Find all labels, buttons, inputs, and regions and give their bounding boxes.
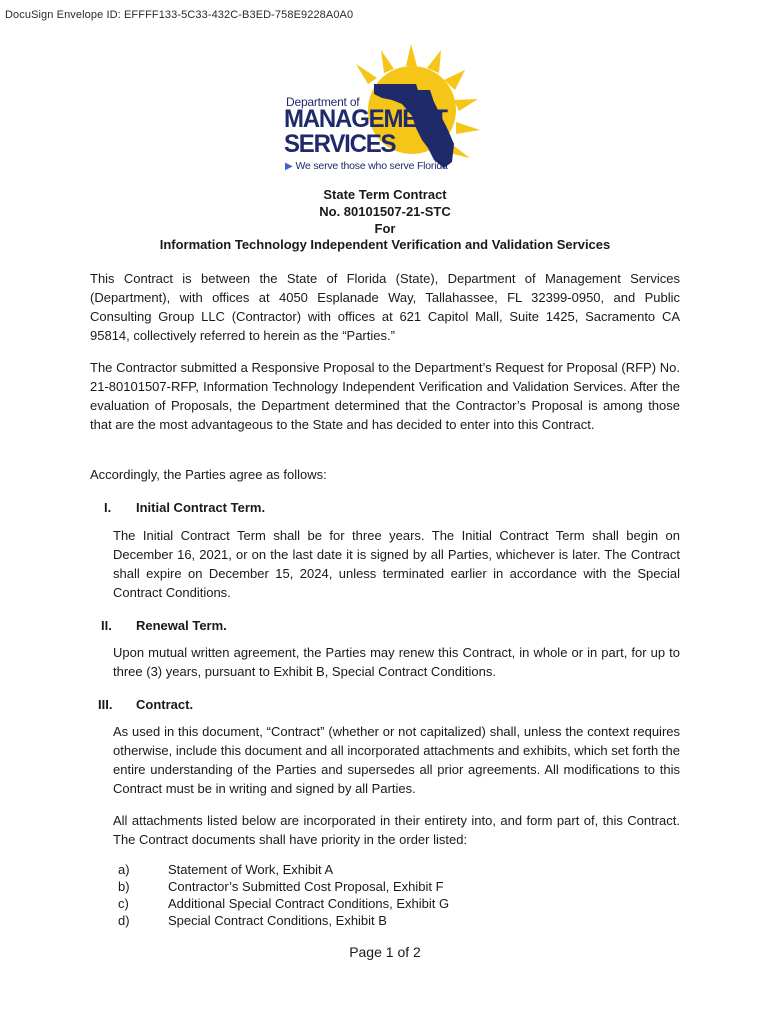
list-marker: a) bbox=[118, 862, 130, 877]
proposal-paragraph: The Contractor submitted a Responsive Proposal to the Department’s Request for Proposal (RFP) No. 21-80101507-RFP, Information Technology Independent Verification and Validation Services. After the evaluation of Proposals, the Department determined that the Contractor’s Proposal is among those that are the most advantageous to the State and has decided to enter into this Contract. bbox=[90, 360, 680, 432]
list-item bbox=[118, 912, 449, 929]
title-line-2: No. 80101507-21-STC bbox=[319, 203, 451, 219]
title-line-3: For bbox=[374, 220, 396, 236]
section-text: Upon mutual written agreement, the Parties may renew this Contract, in whole or in part, for up to three (3) years, pursuant to Exhibit B, Special Contract Conditions. bbox=[113, 645, 680, 679]
tagline-text: We serve those who serve Florida bbox=[295, 160, 448, 172]
list-marker: b) bbox=[118, 879, 130, 894]
docusign-envelope-id: DocuSign Envelope ID: EFFFF133-5C33-432C-B3ED-758E9228A0A0 bbox=[5, 9, 354, 21]
agreement-paragraph: Accordingly, the Parties agree as follows: bbox=[90, 467, 327, 482]
title-line-1: State Term Contract bbox=[323, 187, 447, 202]
list-item-label: Contractor’s Submitted Cost Proposal, Exhibit F bbox=[168, 879, 444, 894]
section-text: The Initial Contract Term shall be for three years. The Initial Contract Term shall begin on December 16, 2021, or on the last date it is signed by all Parties, whichever is later. The Contract shall expire on December 15, 2024, unless terminated earlier in accordance with the Special Contract Conditions. bbox=[113, 528, 680, 600]
attachment-list bbox=[118, 861, 449, 929]
list-item-label: Additional Special Contract Conditions, Exhibit G bbox=[168, 896, 450, 911]
section-heading: Contract. bbox=[136, 697, 194, 712]
contract-title bbox=[0, 187, 770, 254]
list-item-label: Statement of Work, Exhibit A bbox=[168, 862, 334, 877]
section-number: III. bbox=[98, 697, 113, 712]
section-heading: Renewal Term. bbox=[136, 618, 227, 633]
list-item-label: Special Contract Conditions, Exhibit B bbox=[168, 913, 387, 928]
section-heading: Initial Contract Term. bbox=[136, 500, 266, 515]
logo-services-text: SERVICES bbox=[284, 129, 396, 159]
section-text: As used in this document, “Contract” (whether or not capitalized) shall, unless the context requires otherwise, include this document and all incorporated attachments and exhibits, which set forth the entire understanding of the Parties and supersedes all prior agreements. All modifications to this Contract must be in writing and signed by all Parties. bbox=[113, 724, 680, 796]
list-marker: d) bbox=[118, 913, 130, 928]
list-item bbox=[118, 861, 449, 878]
page-number: Page 1 of 2 bbox=[349, 944, 421, 960]
logo-tagline bbox=[285, 160, 448, 172]
logo-management-text: MANAGEMENT bbox=[284, 104, 447, 134]
logo-department-text: Department of bbox=[286, 95, 360, 109]
dms-logo bbox=[284, 44, 490, 176]
list-item bbox=[118, 895, 449, 912]
list-item bbox=[118, 878, 449, 895]
intro-paragraph: This Contract is between the State of Florida (State), Department of Management Services (Department), with offices at 4050 Esplanade Way, Tallahassee, FL 32399-0950, and Public Consulting Group LLC (Contractor) with offices at 621 Capitol Mall, Suite 1425, Sacramento CA 95814, collectively referred to herein as the “Parties.” bbox=[90, 271, 680, 343]
play-arrow-icon: ▶ bbox=[285, 161, 293, 172]
section-text-2: All attachments listed below are incorporated in their entirety into, and form part of, this Contract. The Contract documents shall have priority in the order listed: bbox=[113, 813, 680, 847]
title-line-4: Information Technology Independent Verification and Validation Services bbox=[159, 237, 611, 253]
list-marker: c) bbox=[118, 896, 129, 911]
section-number: II. bbox=[101, 618, 112, 633]
section-number: I. bbox=[104, 500, 112, 515]
